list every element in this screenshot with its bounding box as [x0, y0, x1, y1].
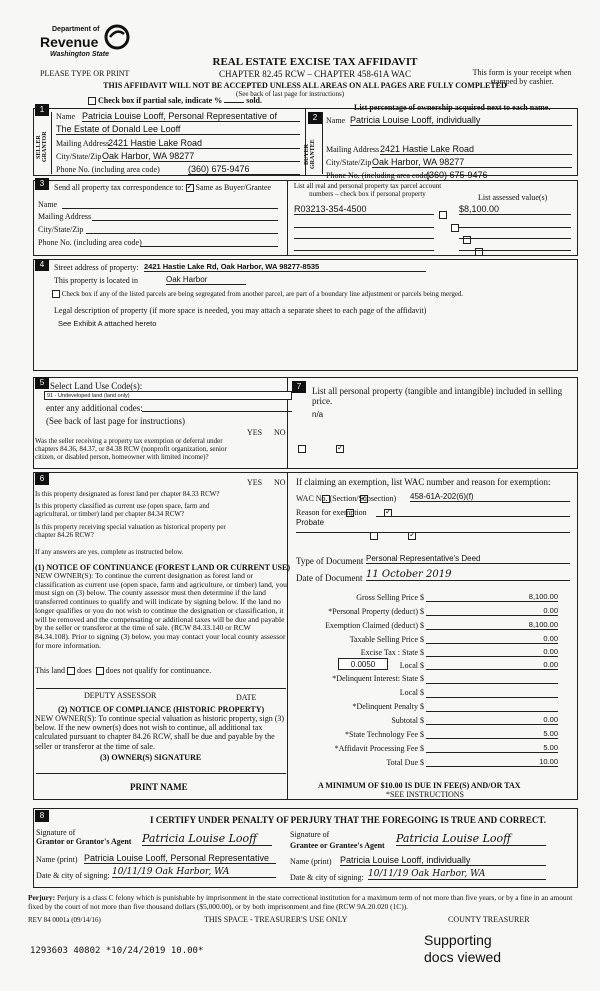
- deputy-assessor-signature-line[interactable]: [36, 688, 286, 689]
- section-6-number: 6: [35, 473, 49, 485]
- s3-phone-field[interactable]: [140, 246, 278, 247]
- notice2-text: NEW OWNER(S): To continue special valuation as historic property, sign (3) below. If the new owner(s) does not wish to continue, all additional tax calculated pursuant to chapter 84.26 RCW, shall be due and payable by the seller or transferor at the time of sale.: [35, 714, 285, 751]
- logo: [40, 22, 130, 62]
- forest-question: Is this property designated as forest land per chapter 84.33 RCW?: [35, 490, 220, 498]
- personal-deduct-label: *Personal Property (deduct) $: [328, 607, 424, 616]
- ownership-note: List percentage of ownership acquired next to each name.: [354, 103, 551, 112]
- treasurer-space: THIS SPACE - TREASURER'S USE ONLY: [204, 915, 348, 924]
- grantee-name-label: Name (print): [290, 857, 332, 866]
- land-qualify: [35, 666, 211, 675]
- seller-phone-label: Phone No. (including area code): [56, 165, 160, 174]
- legal-description[interactable]: See Exhibit A attached hereto: [58, 319, 157, 328]
- deputy-date-label: DATE: [236, 693, 257, 702]
- see-instructions: *SEE INSTRUCTIONS: [386, 790, 465, 799]
- total-value[interactable]: 10.00: [426, 757, 558, 767]
- seller-city[interactable]: Oak Harbor, WA 98277: [102, 151, 300, 162]
- reason-label: Reason for exemption: [296, 508, 367, 517]
- parcel-2-checkbox[interactable]: [451, 224, 459, 232]
- segregated-label: Check box if any of the listed parcels are being segregated from another parcel, are part of a boundary line adjustment or parcels being merged.: [61, 290, 464, 298]
- grantor-name[interactable]: Patricia Louise Looff, Personal Representative: [84, 853, 276, 864]
- delinq-penalty-value[interactable]: [426, 711, 558, 712]
- partial-sale-field[interactable]: [224, 102, 244, 103]
- buyer-phone-label: Phone No. (including area code): [326, 171, 430, 180]
- grantee-date-city[interactable]: 10/11/19 Oak Harbor, WA: [368, 869, 546, 880]
- local-rate[interactable]: 0.0050: [338, 658, 388, 670]
- warning: THIS AFFIDAVIT WILL NOT BE ACCEPTED UNLESS ALL AREAS ON ALL PAGES ARE FULLY COMPLETED: [103, 81, 507, 90]
- grantee-agent-label: Grantee or Grantee's Agent: [290, 841, 385, 850]
- personal-property[interactable]: n/a: [312, 410, 324, 419]
- gross-value[interactable]: 8,100.00: [426, 592, 558, 602]
- seller-mailing-label: Mailing Address: [56, 139, 110, 148]
- section-2-number: 2: [308, 112, 322, 124]
- section-5-number: 5: [35, 377, 49, 389]
- s5-yes: YES: [247, 428, 263, 437]
- seller-city-label: City/State/Zip: [56, 152, 102, 161]
- same-as-buyer-checkbox[interactable]: [186, 184, 194, 192]
- s5-no: NO: [274, 428, 286, 437]
- segregated-checkbox[interactable]: [52, 290, 60, 298]
- state-tax-value[interactable]: 0.00: [426, 647, 558, 657]
- doc-date-label: Date of Document: [296, 573, 363, 583]
- tech-fee-label: *State Technology Fee $: [344, 730, 424, 739]
- seller-name[interactable]: Patricia Louise Looff, Personal Representative of: [82, 111, 300, 122]
- assessed-value[interactable]: $8,100.00: [459, 204, 571, 215]
- land-use-label: Select Land Use Code(s):: [50, 381, 143, 391]
- street-label: Street address of property:: [54, 263, 139, 272]
- parcel-2-field[interactable]: [294, 227, 434, 228]
- parcel-1-checkbox[interactable]: [439, 211, 447, 219]
- does-label: does: [77, 666, 92, 675]
- affidavit-fee-label: *Affidavit Processing Fee $: [334, 744, 424, 753]
- land-use-select[interactable]: 91 - Undeveloped land (land only): [44, 391, 292, 400]
- parcel-4-field[interactable]: [294, 250, 434, 251]
- assessed-4-field[interactable]: [459, 250, 571, 251]
- section-7-number: 7: [292, 381, 306, 393]
- parcel-header: List all real and personal property tax parcel account numbers – check box if personal property: [293, 182, 442, 199]
- located-city[interactable]: Oak Harbor: [166, 275, 246, 285]
- seller-side-label: SELLER GRANTOR: [36, 131, 48, 163]
- legal-label: Legal description of property (if more space is needed, you may attach a separate sheet to each page of the affidavit): [54, 306, 427, 315]
- county-treasurer: COUNTY TREASURER: [448, 915, 530, 924]
- s3-mailing-label: Mailing Address: [38, 212, 92, 221]
- section-3-number: 3: [35, 178, 49, 190]
- send-correspondence: [54, 183, 271, 192]
- please-type: PLEASE TYPE OR PRINT: [40, 69, 130, 78]
- reason[interactable]: Probate: [296, 518, 325, 527]
- buyer-name-label: Name: [326, 116, 346, 125]
- located-label: This property is located in: [54, 276, 138, 285]
- seller-name-label: Name: [56, 112, 76, 121]
- reason-line[interactable]: [376, 516, 570, 517]
- perjury-note: [28, 894, 576, 911]
- tech-fee-value[interactable]: 5.00: [426, 729, 558, 739]
- subtotal-value[interactable]: 0.00: [426, 715, 558, 725]
- buyer-side-label: BUYER GRANTEE: [304, 139, 316, 169]
- logo-line2: Revenue: [40, 34, 99, 50]
- sold-label: sold.: [246, 96, 263, 105]
- s6-yes: YES: [247, 478, 263, 487]
- delinq-interest-label: *Delinquent Interest: State $: [332, 674, 424, 683]
- seller-phone[interactable]: (360) 675-9476: [188, 164, 300, 175]
- s3-phone-label: Phone No. (including area code): [38, 238, 142, 247]
- additional-codes-label: enter any additional codes:: [46, 403, 143, 413]
- local-tax-label: Local $: [399, 661, 424, 670]
- s3-mailing-field[interactable]: [92, 220, 278, 221]
- grantor-name-label: Name (print): [36, 855, 78, 864]
- current-use-question: Is this property classified as current use (open space, farm and agricultural, or timber) land per chapter 84.34 RCW?: [35, 502, 210, 519]
- buyer-mailing[interactable]: 2421 Hastie Lake Road: [380, 144, 572, 155]
- section-1-number: 1: [35, 104, 49, 116]
- certify-statement: I CERTIFY UNDER PENALTY OF PERJURY THAT THE FOREGOING IS TRUE AND CORRECT.: [150, 815, 547, 825]
- street-address[interactable]: 2421 Hastie Lake Rd, Oak Harbor, WA 98277-8535: [144, 262, 426, 272]
- partial-sale: [88, 96, 262, 105]
- notice1-title: (1) NOTICE OF CONTINUANCE (FOREST LAND OR CURRENT USE): [35, 563, 290, 572]
- buyer-mailing-label: Mailing Address: [326, 145, 380, 154]
- taxable-label: Taxable Selling Price $: [349, 635, 424, 644]
- exemption-question: Was the seller receiving a property tax exemption or deferral under chapters 84.36, 84.37, or 84.38 RCW (nonprofit organization, senior citizen, or disabled person, homeowner with limited income)?: [35, 437, 227, 462]
- s5-no-checkbox[interactable]: [336, 445, 344, 453]
- perjury-label: Perjury:: [28, 893, 56, 902]
- delinq-local-label: Local $: [399, 688, 424, 697]
- buyer-city-label: City/State/Zip: [326, 158, 372, 167]
- form-title: REAL ESTATE EXCISE TAX AFFIDAVIT: [212, 56, 418, 68]
- state-tax-label: Excise Tax : State $: [360, 648, 424, 657]
- personal-deduct-value[interactable]: 0.00: [426, 606, 558, 616]
- grantor-sig-of-label: Signature of: [36, 828, 76, 837]
- wac-number[interactable]: 458-61A-202(6)(f): [410, 492, 570, 502]
- assessed-3-field[interactable]: [459, 238, 571, 239]
- s3-name-label: Name: [38, 200, 58, 209]
- s5-yes-checkbox[interactable]: [298, 445, 306, 453]
- buyer-phone[interactable]: (360) 675-9476: [426, 170, 572, 181]
- grantee-date-label: Date & city of signing:: [290, 873, 364, 882]
- s3-city-label: City/State/Zip: [38, 225, 84, 234]
- s3-city-field[interactable]: [86, 233, 278, 234]
- send-correspondence-label: Send all property tax correspondence to:: [54, 183, 184, 192]
- supporting-docs-line1: Supporting: [424, 932, 492, 948]
- does-not-label: does not qualify for continuance.: [105, 666, 212, 675]
- exemption-label: If claiming an exemption, list WAC number and reason for exemption:: [296, 477, 551, 487]
- gross-label: Gross Selling Price $: [356, 593, 424, 602]
- buyer-city[interactable]: Oak Harbor, WA 98277: [372, 157, 572, 168]
- reason-line-2[interactable]: [296, 532, 570, 533]
- historic-yes-checkbox[interactable]: [370, 532, 378, 540]
- buyer-name[interactable]: Patricia Louise Looff, individually: [350, 115, 572, 126]
- partial-sale-label: Check box if partial sale, indicate %: [98, 96, 223, 105]
- exemption-claimed-value[interactable]: 8,100.00: [426, 620, 558, 630]
- grantor-agent-label: Grantor or Grantor's Agent: [36, 837, 132, 846]
- see-back-header: (See back of last page for instructions): [236, 90, 345, 98]
- does-not-checkbox[interactable]: [96, 667, 104, 675]
- section-8-number: 8: [35, 810, 49, 822]
- supporting-docs-line2: docs viewed: [424, 949, 502, 965]
- perjury-text: Perjury is a class C felony which is punishable by imprisonment in the state correctional institution for a maximum term of not more than five years, or by a fine in an amount fixed by the court of not more than five thousand dollars ($5,000.00), or by both imprisonment and fine (RCW 9A.20.020 (1C)).: [28, 893, 573, 911]
- grantor-signature[interactable]: Patricia Louise Looff: [142, 832, 272, 846]
- delinq-penalty-label: *Delinquent Penalty $: [352, 702, 424, 711]
- grantee-sig-of-label: Signature of: [290, 830, 330, 839]
- section-4-number: 4: [35, 259, 49, 271]
- seller-mailing[interactable]: 2421 Hastie Lake Road: [108, 138, 300, 149]
- additional-codes-field[interactable]: [142, 411, 292, 412]
- personal-property-label: List all personal property (tangible and intangible) included in selling price.: [312, 386, 563, 407]
- grantee-signature[interactable]: Patricia Louise Looff: [396, 832, 546, 846]
- grantee-name[interactable]: Patricia Louise Looff, individually: [340, 855, 546, 866]
- doc-type[interactable]: Personal Representative's Deed: [366, 554, 570, 564]
- does-checkbox[interactable]: [67, 667, 75, 675]
- assessed-header: List assessed value(s): [478, 193, 548, 202]
- doc-date[interactable]: 11 October 2019: [366, 569, 570, 581]
- owner-signature-label: (3) OWNER(S) SIGNATURE: [100, 753, 202, 762]
- seller-name-2[interactable]: The Estate of Donald Lee Looff: [56, 124, 300, 135]
- grantor-date-label: Date & city of signing:: [36, 871, 110, 880]
- segregated: [52, 290, 463, 298]
- affidavit-fee-value[interactable]: 5.00: [426, 743, 558, 753]
- historic-question: Is this property receiving special valuation as historical property per chapter 84.26 RCW?: [35, 523, 226, 540]
- cashier-stamp: 1293603 40802 *10/24/2019 10.00*: [30, 946, 204, 956]
- notice2-title: (2) NOTICE OF COMPLIANCE (HISTORIC PROPERTY): [58, 705, 265, 714]
- logo-line1: Department of: [52, 26, 100, 33]
- delinq-local-value[interactable]: [426, 697, 558, 698]
- subtotal-label: Subtotal $: [391, 716, 424, 725]
- owner-signature-line[interactable]: [36, 773, 286, 774]
- print-name-label: PRINT NAME: [130, 782, 188, 792]
- notice1-text: NEW OWNER(S): To continue the current designation as forest land or classification as current use (open space, farm and agriculture, or timber) land, you must sign on (3) below. The county assessor must then determine if the land transferred continues to qualify and will indicate by signing below. If the land no longer qualifies or you do not wish to continue the designation or classification, it will be removed and the compensating or additional taxes will be due and payable by the seller or transferor at the time of sale. (RCW 84.33.140 or RCW 84.34.108). Prior to signing (3) below, you may contact your local county assessor for more information.: [35, 571, 287, 650]
- parcel-3-field[interactable]: [294, 238, 434, 239]
- taxable-value[interactable]: 0.00: [426, 634, 558, 644]
- partial-sale-checkbox[interactable]: [88, 97, 96, 105]
- delinq-interest-value[interactable]: [426, 683, 558, 684]
- s6-no: NO: [274, 478, 286, 487]
- revenue-logo-icon: [104, 24, 130, 50]
- doc-type-label: Type of Document: [296, 556, 364, 566]
- historic-no-checkbox[interactable]: [408, 532, 416, 540]
- wac-label: WAC No. (Section/Subsection): [296, 494, 397, 503]
- local-tax-value[interactable]: 0.00: [426, 660, 558, 670]
- minimum-note: A MINIMUM OF $10.00 IS DUE IN FEE(S) AND/OR TAX: [318, 781, 521, 790]
- this-land-label: This land: [35, 666, 65, 675]
- parcel-number[interactable]: R03213-354-4500: [294, 204, 434, 215]
- total-label: Total Due $: [386, 758, 424, 767]
- form-chapter: CHAPTER 82.45 RCW – CHAPTER 458-61A WAC: [219, 69, 411, 79]
- logo-line3: Washington State: [50, 51, 109, 58]
- land-use-see-back: (See back of last page for instructions): [46, 416, 185, 426]
- exemption-claimed-label: Exemption Claimed (deduct) $: [325, 621, 424, 630]
- assessed-2-field[interactable]: [459, 227, 571, 228]
- grantor-date-city[interactable]: 10/11/19 Oak Harbor, WA: [112, 867, 276, 878]
- form-number: REV 84 0001a (09/14/16): [28, 916, 101, 924]
- deputy-assessor-label: DEPUTY ASSESSOR: [84, 691, 157, 700]
- same-as-buyer-label: Same as Buyer/Grantee: [195, 183, 272, 192]
- s3-name-field[interactable]: [62, 208, 278, 209]
- if-yes-note: If any answers are yes, complete as instructed below.: [35, 548, 184, 556]
- receipt-note: This form is your receipt when stamped by cashier.: [472, 68, 572, 87]
